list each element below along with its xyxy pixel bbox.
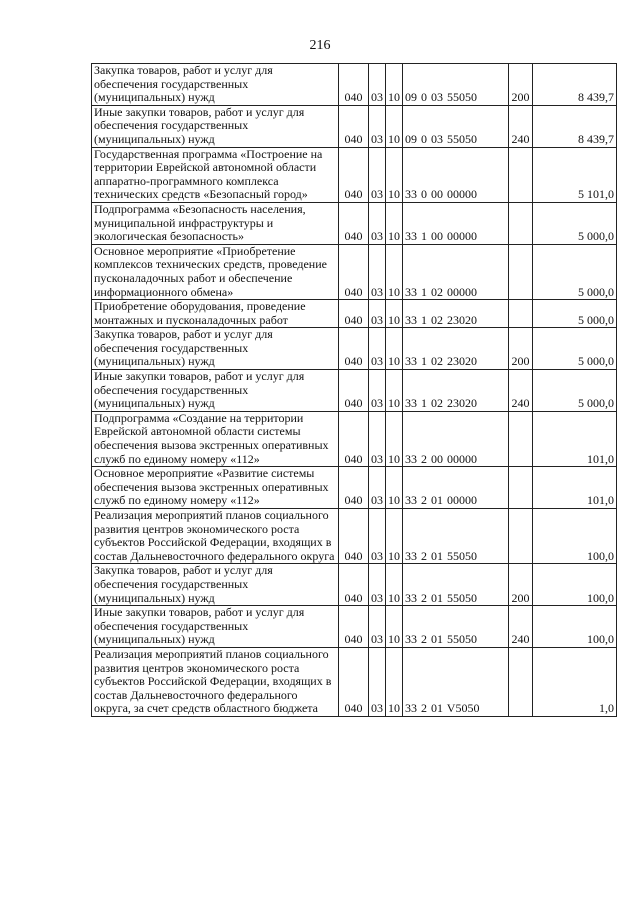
table-row [92,370,617,412]
section-code: 03 [369,300,386,328]
table-row [92,411,617,466]
budget-table [91,63,617,717]
section-code: 03 [369,647,386,716]
ministry-code: 040 [339,105,369,147]
expense-type-code [509,202,533,244]
section-code: 03 [369,244,386,299]
table-row [92,564,617,606]
expense-type-code: 200 [509,64,533,106]
section-code: 03 [369,147,386,202]
expense-type-code [509,467,533,509]
row-name: Закупка товаров, работ и услуг для обеспечения государственных (муниципальных) нужд [92,328,339,370]
ministry-code: 040 [339,244,369,299]
expense-type-code [509,147,533,202]
expense-type-code: 240 [509,105,533,147]
section-code: 03 [369,467,386,509]
amount: 5 000,0 [533,370,617,412]
table-row [92,300,617,328]
ministry-code: 040 [339,147,369,202]
row-name: Иные закупки товаров, работ и услуг для обеспечения государственных (муниципальных) нужд [92,606,339,648]
row-name: Иные закупки товаров, работ и услуг для обеспечения государственных (муниципальных) нужд [92,105,339,147]
amount: 5 101,0 [533,147,617,202]
expense-type-code [509,300,533,328]
expense-type-code [509,509,533,564]
program-code: 33 1 02 23020 [403,370,509,412]
amount: 100,0 [533,606,617,648]
expense-type-code [509,244,533,299]
subsection-code: 10 [386,647,403,716]
program-code: 33 2 00 00000 [403,411,509,466]
ministry-code: 040 [339,509,369,564]
program-code: 33 1 02 23020 [403,328,509,370]
expense-type-code [509,647,533,716]
table-row [92,105,617,147]
amount: 100,0 [533,509,617,564]
subsection-code: 10 [386,606,403,648]
subsection-code: 10 [386,370,403,412]
section-code: 03 [369,509,386,564]
amount: 8 439,7 [533,105,617,147]
table-row [92,606,617,648]
row-name: Реализация мероприятий планов социального развития центров экономического роста субъектов Российской Федерации, входящих в состав Дальневосточного федерального округа [92,509,339,564]
table-row [92,467,617,509]
amount: 5 000,0 [533,300,617,328]
row-name: Основное мероприятие «Развитие системы обеспечения вызова экстренных оперативных служб по единому номеру «112» [92,467,339,509]
amount: 101,0 [533,411,617,466]
program-code: 33 2 01 55050 [403,509,509,564]
ministry-code: 040 [339,467,369,509]
subsection-code: 10 [386,105,403,147]
table-row [92,509,617,564]
row-name: Подпрограмма «Создание на территории Еврейской автономной области системы обеспечения вызова экстренных оперативных служб по единому номеру «112» [92,411,339,466]
ministry-code: 040 [339,300,369,328]
section-code: 03 [369,328,386,370]
subsection-code: 10 [386,147,403,202]
subsection-code: 10 [386,564,403,606]
row-name: Приобретение оборудования, проведение монтажных и пусконаладочных работ [92,300,339,328]
subsection-code: 10 [386,202,403,244]
section-code: 03 [369,606,386,648]
table-row [92,328,617,370]
amount: 100,0 [533,564,617,606]
program-code: 33 2 01 55050 [403,564,509,606]
amount: 5 000,0 [533,328,617,370]
amount: 5 000,0 [533,202,617,244]
budget-table-body [92,64,617,717]
row-name: Государственная программа «Построение на территории Еврейской автономной области аппаратно-программного комплекса технических средств «Безопасный город» [92,147,339,202]
ministry-code: 040 [339,64,369,106]
table-row [92,202,617,244]
subsection-code: 10 [386,467,403,509]
program-code: 09 0 03 55050 [403,105,509,147]
expense-type-code: 200 [509,564,533,606]
expense-type-code: 200 [509,328,533,370]
program-code: 33 1 02 00000 [403,244,509,299]
section-code: 03 [369,564,386,606]
row-name: Основное мероприятие «Приобретение комплексов технических средств, проведение пусконаладочных работ и обеспечение информационного обмена» [92,244,339,299]
subsection-code: 10 [386,64,403,106]
row-name: Подпрограмма «Безопасность населения, муниципальной инфраструктуры и экологическая безопасность» [92,202,339,244]
ministry-code: 040 [339,564,369,606]
subsection-code: 10 [386,328,403,370]
table-row [92,244,617,299]
program-code: 09 0 03 55050 [403,64,509,106]
row-name: Закупка товаров, работ и услуг для обеспечения государственных (муниципальных) нужд [92,564,339,606]
ministry-code: 040 [339,647,369,716]
amount: 5 000,0 [533,244,617,299]
page-number: 216 [309,38,331,53]
ministry-code: 040 [339,202,369,244]
program-code: 33 1 00 00000 [403,202,509,244]
section-code: 03 [369,64,386,106]
expense-type-code: 240 [509,606,533,648]
table-row [92,647,617,716]
amount: 1,0 [533,647,617,716]
ministry-code: 040 [339,370,369,412]
amount: 101,0 [533,467,617,509]
section-code: 03 [369,411,386,466]
amount: 8 439,7 [533,64,617,106]
table-row [92,147,617,202]
expense-type-code [509,411,533,466]
program-code: 33 2 01 V5050 [403,647,509,716]
subsection-code: 10 [386,244,403,299]
section-code: 03 [369,370,386,412]
ministry-code: 040 [339,411,369,466]
subsection-code: 10 [386,300,403,328]
row-name: Реализация мероприятий планов социального развития центров экономического роста субъектов Российской Федерации, входящих в состав Дальневосточного федерального округа, за счет средств областного бюджета [92,647,339,716]
subsection-code: 10 [386,411,403,466]
row-name: Иные закупки товаров, работ и услуг для обеспечения государственных (муниципальных) нужд [92,370,339,412]
ministry-code: 040 [339,328,369,370]
program-code: 33 2 01 55050 [403,606,509,648]
row-name: Закупка товаров, работ и услуг для обеспечения государственных (муниципальных) нужд [92,64,339,106]
section-code: 03 [369,202,386,244]
subsection-code: 10 [386,509,403,564]
table-row [92,64,617,106]
ministry-code: 040 [339,606,369,648]
expense-type-code: 240 [509,370,533,412]
program-code: 33 0 00 00000 [403,147,509,202]
program-code: 33 1 02 23020 [403,300,509,328]
section-code: 03 [369,105,386,147]
program-code: 33 2 01 00000 [403,467,509,509]
